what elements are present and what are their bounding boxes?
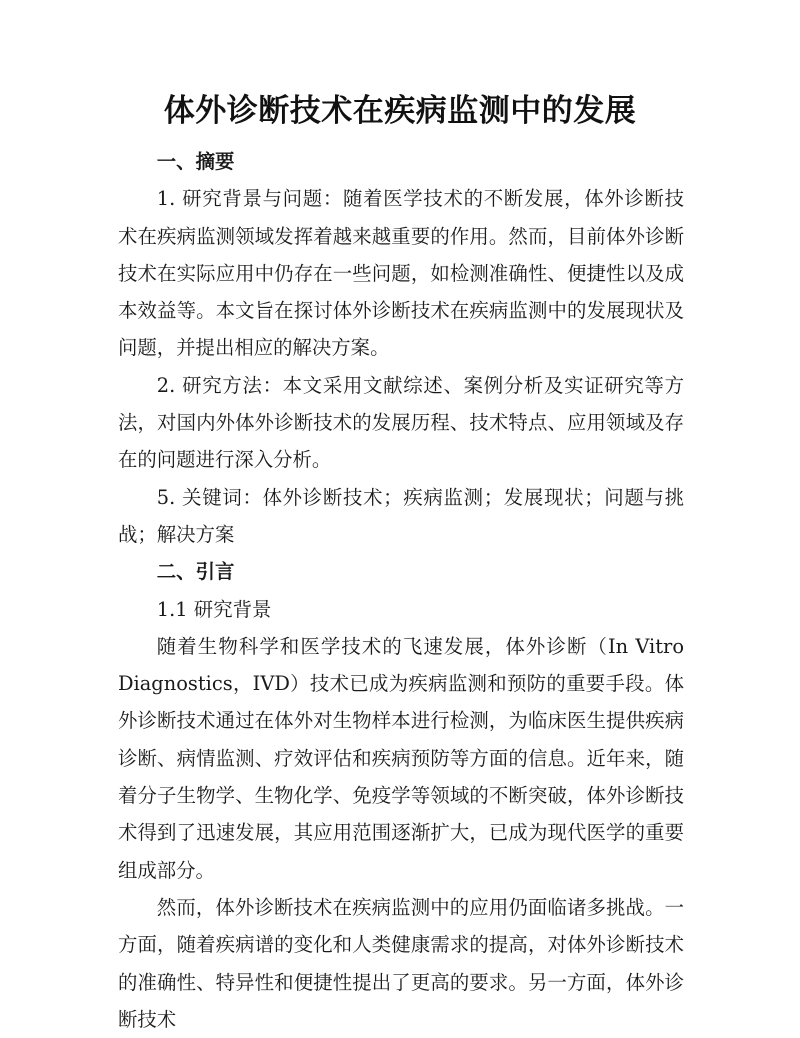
paragraph-introduction-1: 随着生物科学和医学技术的飞速发展，体外诊断（In Vitro Diagnostics，IVD）技术已成为疾病监测和预防的重要手段。体外诊断技术通过在体外对生物样本进行检测，为临床医生提供疾病诊断、病情监测、疗效评估和疾病预防等方面的信息。近年来，随着分子生物学、生物化学、免疫学等领域的不断突破，体外诊断技术得到了迅速发展，其应用范围逐渐扩大，已成为现代医学的重要组成部分。 — [118, 634, 684, 882]
document-body — [118, 143, 684, 1038]
paragraph-keywords: 5. 关键词：体外诊断技术；疾病监测；发展现状；问题与挑战；解决方案 — [118, 485, 684, 546]
paragraph-research-methods: 2. 研究方法：本文采用文献综述、案例分析及实证研究等方法，对国内外体外诊断技术的发展历程、技术特点、应用领域及存在的问题进行深入分析。 — [118, 373, 684, 472]
paragraph-research-background-problem: 1. 研究背景与问题：随着医学技术的不断发展，体外诊断技术在疾病监测领域发挥着越来越重要的作用。然而，目前体外诊断技术在实际应用中仍存在一些问题，如检测准确性、便捷性以及成本效益等。本文旨在探讨体外诊断技术在疾病监测中的发展现状及问题，并提出相应的解决方案。 — [118, 187, 684, 360]
paragraph-introduction-2: 然而，体外诊断技术在疾病监测中的应用仍面临诸多挑战。一方面，随着疾病谱的变化和人类健康需求的提高，对体外诊断技术的准确性、特异性和便捷性提出了更高的要求。另一方面，体外诊断技术 — [118, 895, 684, 1031]
document-title: 体外诊断技术在疾病监测中的发展 — [163, 93, 637, 129]
subsection-heading-research-background: 1.1 研究背景 — [156, 597, 272, 621]
section-heading-introduction: 二、引言 — [156, 560, 235, 584]
section-heading-abstract: 一、摘要 — [156, 150, 235, 173]
